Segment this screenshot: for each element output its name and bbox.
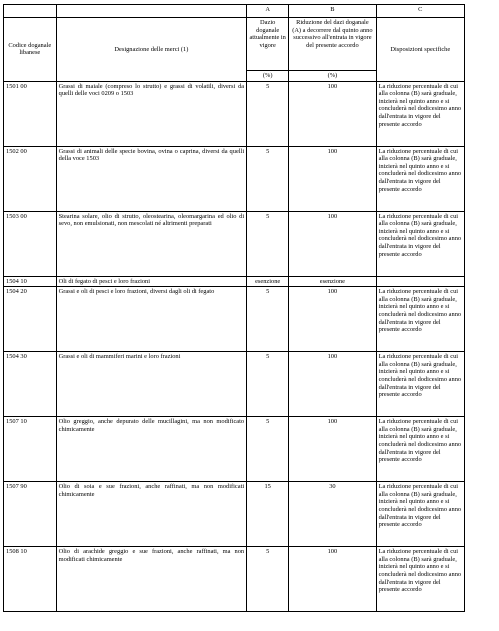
specific-provisions-cell: La riduzione percentuale di cui alla colonna (B) sarà graduale, inizierà nel quinto anno e si concluderà nel dodicesimo anno dall'entrata in vigore del presente accordo [376,547,464,612]
specific-provisions-cell: La riduzione percentuale di cui alla colonna (B) sarà graduale, inizierà nel quinto anno e si concluderà nel dodicesimo anno dall'entrata in vigore del presente accordo [376,287,464,352]
current-duty-cell: 15 [247,482,289,547]
tariff-code-cell: 1503 00 [4,211,57,276]
description-cell: Olio di soia e sue frazioni, anche raffinati, ma non modificati chimicamente [56,482,247,547]
duty-reduction-cell: 100 [289,146,376,211]
table-row [4,287,465,352]
column-letter-row [4,5,465,18]
specific-provisions-cell: La riduzione percentuale di cui alla colonna (B) sarà graduale, inizierà nel quinto anno e si concluderà nel dodicesimo anno dall'entrata in vigore del presente accordo [376,482,464,547]
table-row [4,352,465,417]
description-cell: Stearina solare, olio di strutto, oleostearina, oleomargarina ed olio di sevo, non emulsionati, non mescolati né altrimenti preparati [56,211,247,276]
current-duty-cell: 5 [247,211,289,276]
description-cell: Grassi di maiale (compreso lo strutto) e grassi di volatili, diversi da quelli delle voci 0209 o 1503 [56,81,247,146]
current-duty-cell: esenzione [247,276,289,287]
duty-reduction-cell: 100 [289,81,376,146]
table-row [4,417,465,482]
duty-reduction-cell: 100 [289,211,376,276]
specific-provisions-cell: La riduzione percentuale di cui alla colonna (B) sarà graduale, inizierà nel quinto anno e si concluderà nel dodicesimo anno dall'entrata in vigore del presente accordo [376,417,464,482]
header-col-b: Riduzione del dazi doganale (A) a decorrere dal quinto anno successivo all'entrata in vigore del presente accordo [289,18,376,71]
specific-provisions-cell: La riduzione percentuale di cui alla colonna (B) sarà graduale, inizierà nel quinto anno e si concluderà nel dodicesimo anno dall'entrata in vigore del presente accordo [376,211,464,276]
header-description: Designazione delle merci (1) [56,18,247,82]
duty-reduction-cell: 100 [289,287,376,352]
tariff-code-cell: 1504 10 [4,276,57,287]
current-duty-cell: 5 [247,547,289,612]
table-row [4,81,465,146]
tariff-code-cell: 1507 10 [4,417,57,482]
column-letter [4,5,57,18]
tariff-table [3,4,465,612]
description-cell: Oli di fegato di pesci e loro frazioni [56,276,247,287]
current-duty-cell: 5 [247,81,289,146]
description-cell: Grassi e oli di pesci e loro frazioni, diversi dagli oli di fegato [56,287,247,352]
duty-reduction-cell: 100 [289,417,376,482]
column-letter-c: C [376,5,464,18]
unit-col-a: (%) [247,71,289,82]
specific-provisions-cell: La riduzione percentuale di cui alla colonna (B) sarà graduale, inizierà nel quinto anno e si concluderà nel dodicesimo anno dall'entrata in vigore del presente accordo [376,146,464,211]
description-cell: Olio greggio, anche depurato delle mucillagini, ma non modificato chimicamente [56,417,247,482]
duty-reduction-cell: esenzione [289,276,376,287]
description-cell: Olio di arachide greggio e sue frazioni, anche raffinati, ma non modificati chimicamente [56,547,247,612]
column-letter [56,5,247,18]
current-duty-cell: 5 [247,146,289,211]
duty-reduction-cell: 30 [289,482,376,547]
tariff-code-cell: 1504 20 [4,287,57,352]
header-row [4,18,465,71]
current-duty-cell: 5 [247,287,289,352]
current-duty-cell: 5 [247,352,289,417]
tariff-code-cell: 1501 00 [4,81,57,146]
duty-reduction-cell: 100 [289,352,376,417]
description-cell: Grassi e oli di mammiferi marini e loro frazioni [56,352,247,417]
table-row [4,482,465,547]
tariff-code-cell: 1502 00 [4,146,57,211]
specific-provisions-cell [376,276,464,287]
unit-col-b: (%) [289,71,376,82]
table-row [4,146,465,211]
header-col-c: Disposizioni specifiche [376,18,464,82]
duty-reduction-cell: 100 [289,547,376,612]
column-letter-a: A [247,5,289,18]
table-row [4,276,465,287]
tariff-code-cell: 1504 30 [4,352,57,417]
column-letter-b: B [289,5,376,18]
specific-provisions-cell: La riduzione percentuale di cui alla colonna (B) sarà graduale, inizierà nel quinto anno e si concluderà nel dodicesimo anno dall'entrata in vigore del presente accordo [376,81,464,146]
specific-provisions-cell: La riduzione percentuale di cui alla colonna (B) sarà graduale, inizierà nel quinto anno e si concluderà nel dodicesimo anno dall'entrata in vigore del presente accordo [376,352,464,417]
tariff-code-cell: 1507 90 [4,482,57,547]
header-code: Codice doganale libanese [4,18,57,82]
current-duty-cell: 5 [247,417,289,482]
table-row [4,547,465,612]
table-row [4,211,465,276]
tariff-code-cell: 1508 10 [4,547,57,612]
description-cell: Grassi di animali delle specie bovina, ovina o caprina, diversi da quelli della voce 1503 [56,146,247,211]
header-col-a: Dazio doganale attualmente in vigore [247,18,289,71]
